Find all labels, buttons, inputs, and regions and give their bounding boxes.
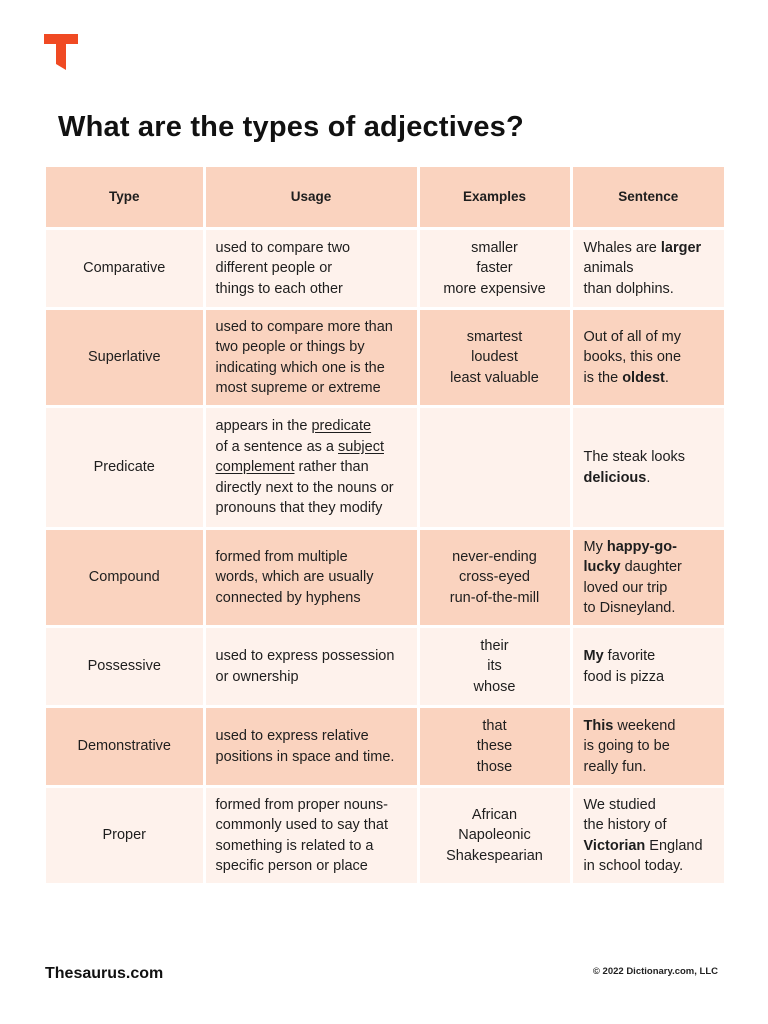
highlighted-adjective: larger — [660, 239, 702, 256]
cell-examples — [418, 787, 571, 885]
table-row — [46, 787, 724, 885]
cell-sentence: Out of all of my books, this one is the oldest. — [571, 309, 724, 407]
header-type: Type — [46, 167, 204, 229]
example-word: least valuable — [450, 369, 539, 386]
header-usage: Usage — [204, 167, 418, 229]
cell-type: Compound — [46, 529, 204, 627]
cell-examples — [418, 627, 571, 707]
cell-examples — [418, 229, 571, 309]
underlined-term: predicate — [311, 418, 372, 435]
example-word: smartest — [466, 328, 523, 345]
cell-type: Possessive — [46, 627, 204, 707]
cell-examples — [418, 309, 571, 407]
highlighted-adjective: delicious — [583, 469, 647, 486]
example-word: its — [487, 658, 502, 675]
cell-usage: used to express possession or ownership — [204, 627, 418, 707]
cell-sentence: This weekend is going to be really fun. — [571, 707, 724, 787]
table-row — [46, 627, 724, 707]
header-examples: Examples — [418, 167, 571, 229]
cell-type: Predicate — [46, 407, 204, 529]
cell-sentence: The steak looks delicious. — [571, 407, 724, 529]
example-word: more expensive — [443, 280, 546, 297]
cell-sentence: We studied the history of Victorian England in school today. — [571, 787, 724, 885]
cell-examples — [418, 529, 571, 627]
example-word: run-of-the-mill — [449, 589, 540, 606]
example-word: Shakespearian — [446, 847, 543, 864]
example-word: smaller — [471, 239, 518, 256]
highlighted-adjective: oldest — [622, 369, 665, 386]
example-word: these — [476, 738, 513, 755]
cell-usage: used to compare more than two people or things by indicating which one is the most supreme or extreme — [204, 309, 418, 407]
cell-type: Demonstrative — [46, 707, 204, 787]
example-word: Napoleonic — [458, 827, 531, 844]
example-word: African — [471, 806, 518, 823]
copyright: © 2022 Dictionary.com, LLC — [592, 966, 718, 977]
logo-mark — [44, 34, 78, 70]
table-body — [46, 229, 724, 885]
header-sentence: Sentence — [571, 167, 724, 229]
cell-examples — [418, 407, 571, 529]
table-row — [46, 309, 724, 407]
adjective-types-table — [46, 167, 724, 886]
example-word: those — [476, 758, 513, 775]
site-name: Thesaurus.com — [45, 965, 164, 982]
table-row — [46, 229, 724, 309]
highlighted-adjective: happy-go- lucky — [583, 538, 677, 575]
cell-sentence: My happy-go- lucky daughter loved our trip to Disneyland. — [571, 529, 724, 627]
table-row — [46, 529, 724, 627]
cell-usage: formed from multiple words, which are usually connected by hyphens — [204, 529, 418, 627]
cell-type: Superlative — [46, 309, 204, 407]
highlighted-adjective: This — [583, 717, 614, 734]
thesaurus-logo-icon — [44, 34, 78, 70]
cell-usage: used to express relative positions in space and time. — [204, 707, 418, 787]
example-word: never-ending — [452, 548, 537, 565]
cell-sentence: Whales are larger animals than dolphins. — [571, 229, 724, 309]
highlighted-adjective: Victorian — [583, 837, 646, 854]
underlined-term: subject complement — [215, 438, 384, 476]
example-word: their — [480, 637, 509, 654]
cell-usage: used to compare two different people or things to each other — [204, 229, 418, 309]
cell-usage: formed from proper nouns- commonly used to say that something is related to a specific person or place — [204, 787, 418, 885]
example-word: loudest — [471, 349, 518, 366]
example-word: cross-eyed — [459, 569, 530, 586]
cell-sentence: My favorite food is pizza — [571, 627, 724, 707]
cell-usage: appears in the predicate of a sentence as a subject complement rather than directly next to the nouns or pronouns that they modify — [204, 407, 418, 529]
table-row — [46, 407, 724, 529]
example-word: that — [482, 717, 507, 734]
table-row — [46, 707, 724, 787]
cell-type: Comparative — [46, 229, 204, 309]
page-title: What are the types of adjectives? — [58, 111, 524, 143]
cell-examples — [418, 707, 571, 787]
table-header-row — [46, 167, 724, 229]
example-word: faster — [476, 260, 513, 277]
cell-type: Proper — [46, 787, 204, 885]
example-word: whose — [473, 678, 516, 695]
highlighted-adjective: My — [583, 648, 604, 664]
